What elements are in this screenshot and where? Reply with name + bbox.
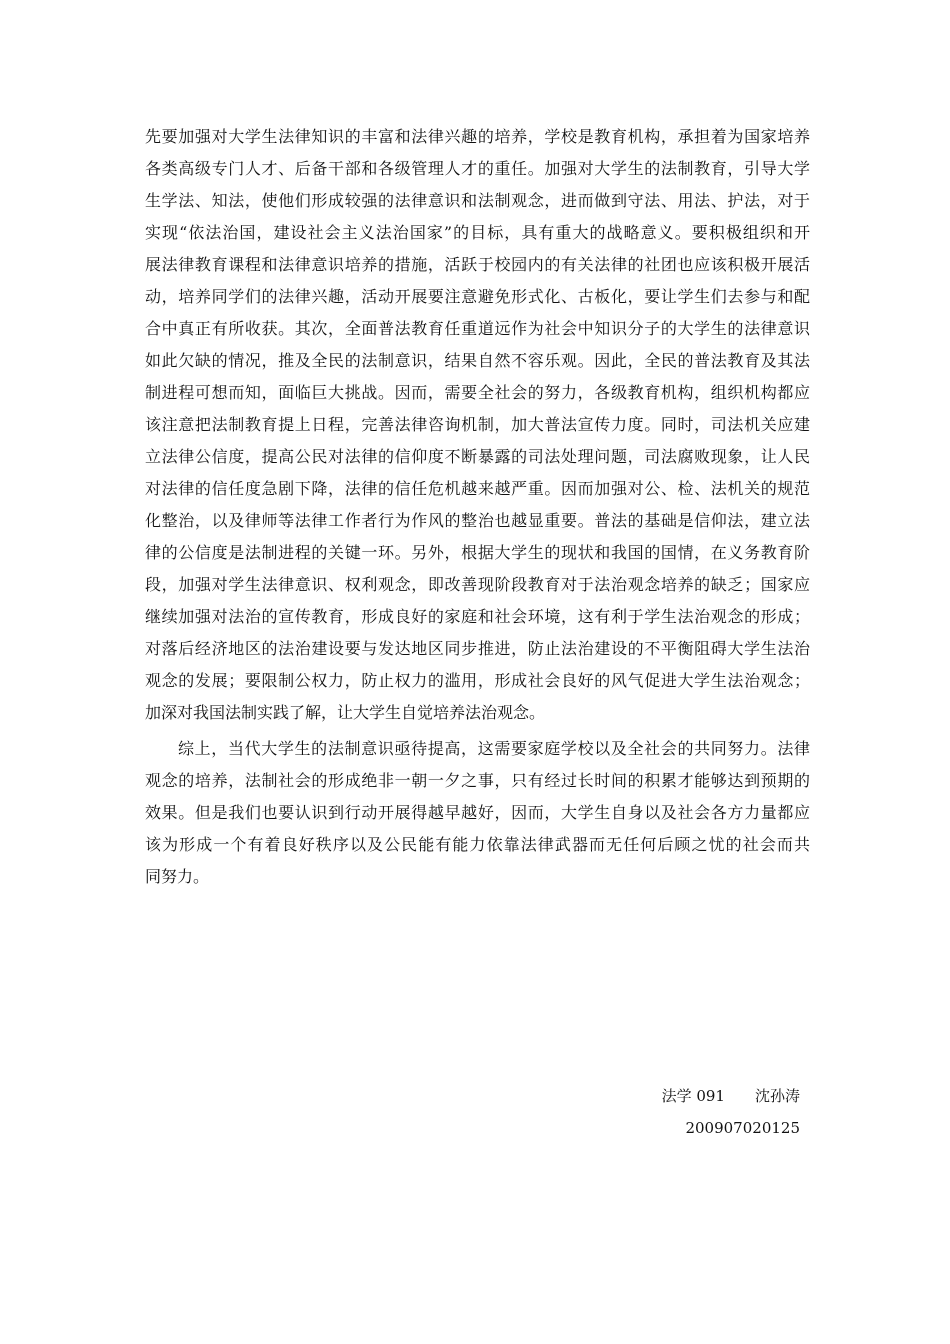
text-line: 实现“依法治国，建设社会主义法治国家”的目标，具有重大的战略意义。要积极组织和开 — [145, 223, 810, 242]
class-name: 法学 091 — [661, 1087, 725, 1105]
author-name: 沈孙涛 — [754, 1087, 800, 1105]
student-id: 200907020125 — [685, 1119, 800, 1137]
text-line: 合中真正有所收获。其次，全面普法教育任重道远作为社会中知识分子的大学生的法律意识 — [145, 319, 810, 338]
text-line: 对落后经济地区的法治建设要与发达地区同步推进，防止法治建设的不平衡阻碍大学生法治 — [145, 639, 810, 658]
text-line: 如此欠缺的情况，推及全民的法制意识，结果自然不容乐观。因此，全民的普法教育及其法 — [145, 351, 810, 370]
text-line: 观念的培养，法制社会的形成绝非一朝一夕之事，只有经过长时间的积累才能够达到预期的 — [145, 771, 810, 790]
text-line: 对法律的信任度急剧下降，法律的信任危机越来越严重。因而加强对公、检、法机关的规范 — [145, 479, 810, 498]
class-author-line — [600, 1080, 800, 1112]
text-line: 生学法、知法，使他们形成较强的法律意识和法制观念，进而做到守法、用法、护法，对于 — [145, 191, 810, 210]
text-line: 动，培养同学们的法律兴趣，活动开展要注意避免形式化、古板化，要让学生们去参与和配 — [145, 287, 810, 306]
text-line: 综上，当代大学生的法制意识亟待提高，这需要家庭学校以及全社会的共同努力。法律 — [178, 739, 810, 758]
essay-body — [145, 121, 810, 893]
text-line: 律的公信度是法制进程的关键一环。另外，根据大学生的现状和我国的国情，在义务教育阶 — [145, 543, 810, 562]
text-line: 同努力。 — [145, 867, 210, 886]
text-line: 观念的发展；要限制公权力，防止权力的滥用，形成社会良好的风气促进大学生法治观念； — [145, 671, 810, 690]
text-line: 段，加强对学生法律意识、权利观念，即改善现阶段教育对于法治观念培养的缺乏；国家应 — [145, 575, 810, 594]
signature-block — [600, 1080, 800, 1144]
text-line: 制进程可想而知，面临巨大挑战。因而，需要全社会的努力，各级教育机构，组织机构都应 — [145, 383, 810, 402]
paragraph-1 — [145, 121, 810, 729]
text-line: 该注意把法制教育提上日程，完善法律咨询机制，加大普法宣传力度。同时，司法机关应建 — [145, 415, 810, 434]
text-line: 继续加强对法治的宣传教育，形成良好的家庭和社会环境，这有利于学生法治观念的形成； — [145, 607, 810, 626]
text-line: 各类高级专门人才、后备干部和各级管理人才的重任。加强对大学生的法制教育，引导大学 — [145, 159, 810, 178]
text-line: 化整治，以及律师等法律工作者行为作风的整治也越显重要。普法的基础是信仰法，建立法 — [145, 511, 810, 530]
text-line: 加深对我国法制实践了解，让大学生自觉培养法治观念。 — [145, 703, 546, 722]
text-line: 展法律教育课程和法律意识培养的措施，活跃于校园内的有关法律的社团也应该积极开展活 — [145, 255, 810, 274]
paragraph-2 — [145, 733, 810, 893]
text-line: 效果。但是我们也要认识到行动开展得越早越好，因而，大学生自身以及社会各方力量都应 — [145, 803, 810, 822]
text-line: 先要加强对大学生法律知识的丰富和法律兴趣的培养，学校是教育机构，承担着为国家培养 — [145, 127, 810, 146]
text-line: 该为形成一个有着良好秩序以及公民能有能力依靠法律武器而无任何后顾之忧的社会而共 — [145, 835, 810, 854]
text-line: 立法律公信度，提高公民对法律的信仰度不断暴露的司法处理问题，司法腐败现象，让人民 — [145, 447, 810, 466]
